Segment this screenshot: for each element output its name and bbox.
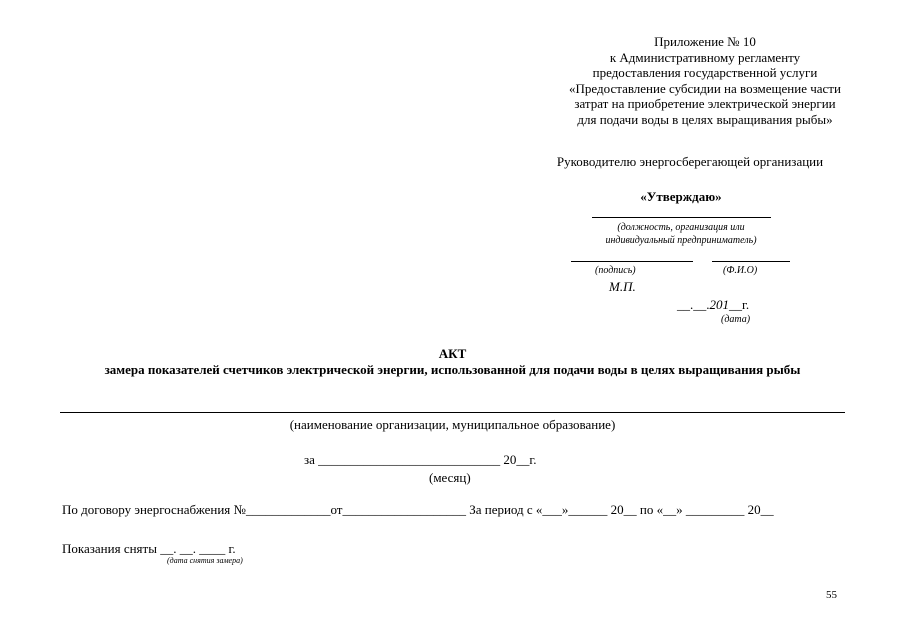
page-number: 55 — [826, 589, 837, 601]
act-title-block — [60, 346, 845, 377]
header-line: к Административному регламенту — [609, 49, 801, 65]
signature-line — [571, 261, 693, 262]
act-subtitle: замера показателей счетчиков электрической энергии, использованной для подачи воды в целях выращивания рыбы — [104, 361, 801, 377]
month-row: за ____________________________ 20__г. — [304, 452, 537, 467]
header-line: предоставления государственной услуги — [592, 65, 818, 81]
date-year: 201 — [709, 297, 729, 312]
name-caption: (Ф.И.О) — [723, 265, 758, 276]
position-line — [592, 217, 771, 218]
name-line — [712, 261, 790, 262]
readings-caption: (дата снятия замера) — [167, 556, 243, 565]
date-prefix: __.__. — [677, 297, 710, 312]
date-suffix: __г. — [729, 297, 750, 312]
header-line: затрат на приобретение электрической энергии — [574, 96, 836, 112]
position-caption — [576, 221, 786, 247]
organization-line — [60, 412, 845, 413]
approval-date — [677, 297, 749, 313]
header-line: Приложение № 10 — [654, 34, 756, 49]
header-line: для подачи воды в целях выращивания рыбы» — [577, 111, 833, 127]
organization-caption: (наименование организации, муниципальное образование) — [289, 417, 616, 432]
approval-title: «Утверждаю» — [640, 189, 722, 204]
appendix-header — [540, 34, 870, 128]
contract-text: По договору энергоснабжения №_____________от___________________ За период с «___»______ 20__ по «__» _________ 20__ — [62, 502, 774, 517]
position-caption-line-2: индивидуальный предприниматель) — [605, 235, 757, 246]
seal-mark: М.П. — [609, 279, 636, 294]
month-caption: (месяц) — [429, 470, 471, 485]
header-line: «Предоставление субсидии на возмещение части — [569, 80, 841, 96]
signature-caption: (подпись) — [595, 265, 636, 276]
act-title: АКТ — [438, 346, 467, 361]
date-caption: (дата) — [721, 314, 751, 325]
recipient: Руководителю энергосберегающей организации — [556, 154, 824, 169]
readings-text: Показания сняты __. __. ____ г. — [62, 541, 236, 556]
position-caption-line-1: (должность, организация или — [617, 222, 745, 233]
